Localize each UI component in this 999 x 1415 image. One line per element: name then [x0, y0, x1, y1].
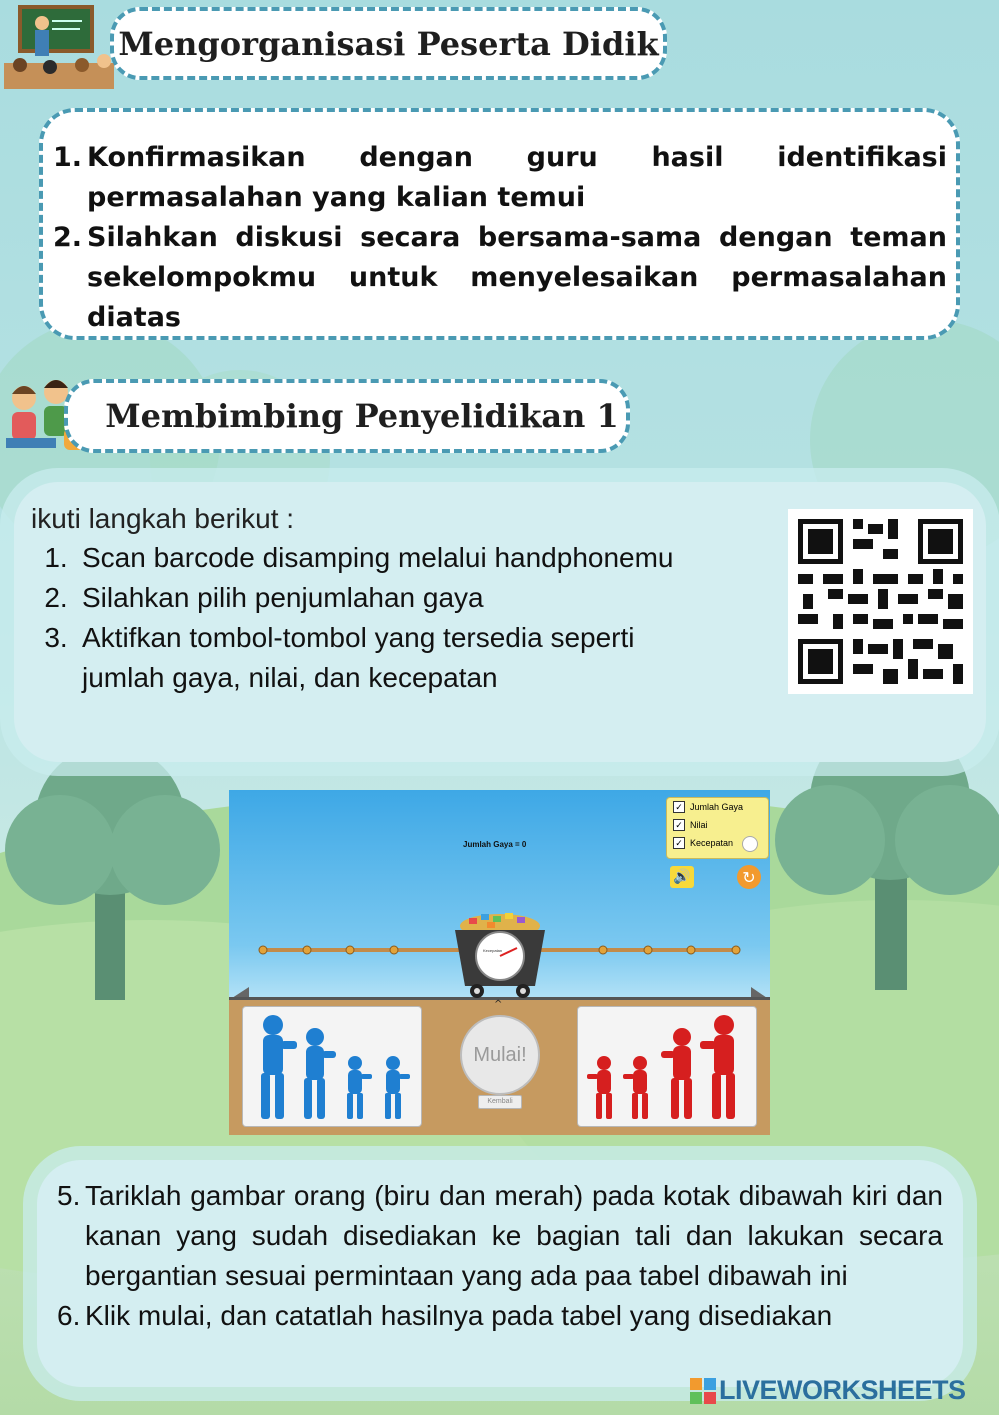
sum-force-label: Jumlah Gaya = 0 — [463, 840, 527, 849]
section3-card — [37, 1160, 963, 1387]
section1-card — [39, 108, 960, 340]
checkbox-speed[interactable]: ✓ Kecepatan — [667, 834, 768, 852]
list-item: 5. Tariklah gambar orang (biru dan merah) pada kotak dibawah kiri dan kanan yang sudah disediakan ke bagian tali dan lakukan secara bergantian sesuai permintaan yang ada paa tabel dibawah ini — [57, 1180, 943, 1291]
qr-code[interactable] — [788, 509, 973, 694]
section1-header — [110, 7, 667, 80]
list-item: 6. Klik mulai, dan catatlah hasilnya pada tabel yang disediakan — [57, 1300, 833, 1331]
liveworksheets-logo — [690, 1375, 966, 1406]
red-pullers[interactable] — [578, 1007, 756, 1126]
reset-icon[interactable]: ↻ — [737, 865, 761, 889]
blue-pullers[interactable] — [243, 1007, 421, 1126]
list-item: 1. Scan barcode disamping melalui handphonemu — [44, 542, 674, 573]
section2-title: Membimbing Penyelidikan 1 — [105, 397, 619, 435]
list-item: 2. Silahkan pilih penjumlahan gaya — [44, 582, 484, 613]
speedometer-label: Kecepatan — [483, 948, 503, 953]
steps-intro: ikuti langkah berikut : — [31, 503, 295, 534]
list-item: 3. Aktifkan tombol-tombol yang tersedia seperti jumlah gaya, nilai, dan kecepatan — [44, 622, 635, 693]
section2-header — [64, 379, 630, 453]
list-item: 2. Silahkan diskusi secara bersama-sama dengan teman sekelompokmu untuk menyelesaikan permasalahan diatas — [53, 222, 947, 333]
teacher-classroom-icon — [0, 3, 118, 91]
chevron-up-icon: ^ — [494, 999, 503, 1010]
section1-title: Mengorganisasi Peserta Didik — [118, 24, 659, 63]
liveworksheets-icon — [690, 1378, 716, 1404]
red-team-box[interactable] — [577, 1006, 757, 1127]
sound-icon[interactable]: 🔊 — [670, 866, 694, 888]
list-item: 1. Konfirmasikan dengan guru hasil identifikasi permasalahan yang kalian temui — [53, 142, 947, 213]
checkbox-values[interactable]: ✓ Nilai — [667, 816, 768, 834]
brand-text: LIVEWORKSHEETS — [719, 1375, 966, 1405]
checkbox-sum-force[interactable]: ✓ Jumlah Gaya — [667, 798, 768, 816]
blue-team-box[interactable] — [242, 1006, 422, 1127]
back-button[interactable]: Kembali — [478, 1095, 522, 1109]
force-simulation[interactable] — [229, 790, 770, 1135]
start-button[interactable]: Mulai! — [460, 1015, 540, 1095]
